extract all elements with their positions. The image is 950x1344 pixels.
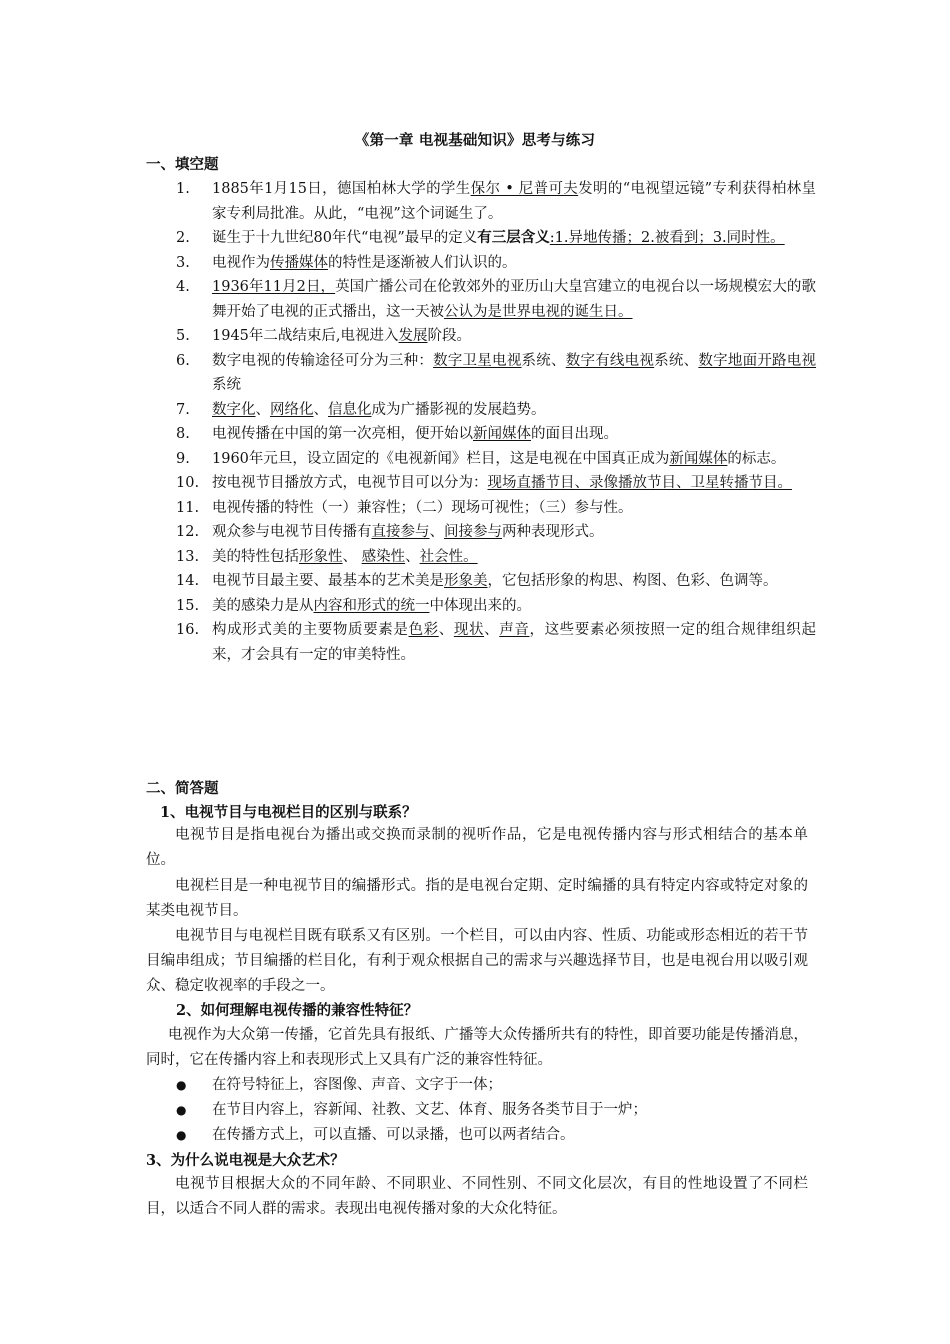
text-run: ，它包括形象的构思、构图、色彩、色调等。	[487, 573, 778, 589]
text-run: 诞生于十九世纪80年代“电视”最早的定义	[212, 230, 478, 246]
fill-in-item	[176, 594, 816, 619]
item-text	[212, 251, 816, 276]
text-run: 数字电视的传输途径可分为三种：	[212, 352, 434, 369]
text-run: 、	[429, 524, 444, 540]
text-run: 、	[405, 548, 420, 565]
answer-blank: 网络化	[270, 401, 314, 418]
answer-blank: 色彩	[408, 622, 439, 638]
text-run: 发明的“电视望远镜”专利获得柏林皇家专利局批准。从此，“电视”这个词诞生了。	[212, 181, 817, 222]
answer-blank: 间接参与	[444, 524, 502, 540]
text-run: 、	[484, 622, 500, 638]
text-run: 两种表现形式。	[502, 524, 604, 540]
answer-blank: 感染性	[361, 548, 406, 565]
text-run: 系统	[212, 377, 241, 393]
item-number: 5.	[176, 328, 190, 344]
fill-in-list	[176, 177, 816, 667]
section-heading-fill-in: 一、填空题	[146, 156, 219, 173]
text-run: 、	[255, 401, 270, 418]
answer-blank: 社会性。	[419, 548, 478, 565]
text-run: 电视作为	[212, 254, 270, 271]
item-text	[212, 496, 816, 521]
answer-blank: 直接参与	[371, 524, 430, 540]
item-number: 14.	[176, 573, 200, 589]
item-text	[212, 520, 816, 545]
fill-in-item	[176, 447, 816, 472]
text-run: ，这些要素必须按照一定的组合规律组织起来，才会具有一定的审美特性。	[212, 622, 817, 663]
fill-in-item	[176, 545, 816, 570]
text-run: 美的感染力是从	[212, 597, 314, 614]
item-number: 3.	[176, 254, 190, 271]
item-number: 13.	[176, 548, 200, 565]
text-run: 成为广播影视的发展趋势。	[371, 401, 546, 418]
answer-blank: 形象美	[444, 573, 488, 589]
answer-blank: 发展	[398, 328, 428, 344]
fill-in-item	[176, 349, 816, 398]
list-item	[176, 1098, 816, 1123]
text-run: 的标志。	[727, 450, 786, 467]
text-run: 电视传播的特性（一）兼容性；（二）现场可视性；（三）参与性。	[212, 499, 633, 516]
text-run: 阶段。	[427, 328, 472, 344]
answer-blank: 声音	[499, 622, 530, 638]
text-run: 英国广播公司在伦敦郊外的亚历山大皇宫建立的电视台以一场规模宏大的歌舞开始了电视的正式播出，这一天被	[212, 279, 817, 320]
fill-in-item	[176, 618, 816, 667]
text-run: 美的特性包括	[212, 548, 299, 565]
item-number: 15.	[176, 597, 200, 614]
answer-blank: 现场直播节目、录像播放节目、卫星转播节目。	[487, 475, 792, 491]
text-run: 系统、	[654, 352, 699, 369]
answer-blank: 数字有线电视	[565, 352, 655, 369]
bullet-icon: ●	[176, 1128, 187, 1142]
answer-blank: 数字化	[212, 401, 256, 418]
bullet-text: 在传播方式上，可以直播、可以录播，也可以两者结合。	[212, 1127, 575, 1143]
page-title: 《第一章 电视基础知识》思考与练习	[354, 132, 596, 149]
q2-bullet-list	[176, 1073, 816, 1148]
answer-blank: 新闻媒体	[669, 450, 728, 467]
item-text	[212, 398, 816, 423]
bullet-icon: ●	[176, 1078, 187, 1092]
answer-blank: 数字卫星电视	[433, 352, 522, 369]
item-text	[212, 471, 816, 496]
answer-blank: 形象性	[299, 548, 343, 565]
answer-blank: 内容和形式的统一	[313, 597, 430, 614]
item-number: 2.	[176, 230, 190, 246]
q3-paragraph: 电视节目根据大众的不同年龄、不同职业、不同性别、不同文化层次，有目的性地设置了不同栏目，以适合不同人群的需求。表现出电视传播对象的大众化特征。	[146, 1176, 808, 1217]
answer-blank: 现状	[453, 622, 485, 638]
item-text	[212, 594, 816, 619]
fill-in-item	[176, 251, 816, 276]
answer-blank: 信息化	[328, 401, 372, 418]
answer-blank: 数字地面开路电视	[698, 352, 817, 369]
item-text	[212, 447, 816, 472]
fill-in-item	[176, 177, 816, 226]
fill-in-item	[176, 324, 816, 349]
item-number: 6.	[176, 352, 190, 369]
answer-blank: 传播媒体	[270, 254, 328, 271]
fill-in-item	[176, 422, 816, 447]
item-number: 8.	[176, 426, 190, 442]
q1-paragraph-1: 电视节目是指电视台为播出或交换而录制的视听作品，它是电视传播内容与形式相结合的基本单位。	[146, 827, 808, 868]
fill-in-item	[176, 398, 816, 423]
fill-in-item	[176, 275, 816, 324]
text-run: 、	[342, 548, 362, 565]
text-run: 1885年1月15日，德国柏林大学的学生	[212, 181, 471, 197]
text-run: 观众参与电视节目传播有	[212, 524, 372, 540]
item-number: 16.	[176, 622, 200, 638]
item-text	[212, 226, 816, 251]
question-1-title: 1、电视节目与电视栏目的区别与联系？	[160, 804, 417, 821]
item-text	[212, 545, 816, 570]
text-run: 的特性是逐渐被人们认识的。	[328, 254, 517, 271]
item-number: 9.	[176, 450, 190, 467]
list-item	[176, 1073, 816, 1098]
answer-blank: :1.异地传播；2.被看到；3.同时性。	[549, 230, 785, 246]
bold-text: 有三层含义	[477, 229, 550, 246]
item-number: 4.	[176, 279, 190, 295]
bullet-text: 在节目内容上，容新闻、社教、文艺、体育、服务各类节目于一炉；	[212, 1102, 647, 1118]
bullet-text: 在符号特征上，容图像、声音、文字于一体；	[212, 1077, 502, 1093]
item-text	[212, 324, 816, 349]
q1-paragraph-3: 电视节目与电视栏目既有联系又有区别。一个栏目，可以由内容、性质、功能或形态相近的若干节目编串组成；节目编播的栏目化，有利于观众根据自己的需求与兴趣选择节目，也是电视台用以吸引观众、稳定收视率的手段之一。	[146, 928, 808, 994]
fill-in-item	[176, 226, 816, 251]
answer-blank: 新闻媒体	[473, 426, 531, 442]
text-run: 、	[313, 401, 328, 418]
text-run: 电视传播在中国的第一次亮相，便开始以	[212, 426, 473, 442]
question-3-title: 3、为什么说电视是大众艺术？	[146, 1152, 345, 1169]
question-2-title: 2、如何理解电视传播的兼容性特征？	[176, 1002, 419, 1019]
item-text	[212, 177, 816, 226]
text-run: 构成形式美的主要物质要素是	[212, 622, 409, 638]
answer-blank: 保尔 • 尼普可夫	[470, 181, 579, 197]
fill-in-item	[176, 471, 816, 496]
item-number: 7.	[176, 401, 190, 418]
text-run: 、	[438, 622, 454, 638]
item-text	[212, 422, 816, 447]
item-text	[212, 349, 816, 398]
section-heading-short-answer: 二、简答题	[146, 780, 219, 797]
item-number: 10.	[176, 475, 200, 491]
item-number: 1.	[176, 181, 190, 197]
q1-paragraph-2: 电视栏目是一种电视节目的编播形式。指的是电视台定期、定时编播的具有特定内容或特定对象的某类电视节目。	[146, 878, 808, 919]
item-number: 11.	[176, 499, 200, 516]
text-run: 电视节目最主要、最基本的艺术美是	[212, 573, 444, 589]
fill-in-item	[176, 520, 816, 545]
item-text	[212, 618, 816, 667]
text-run: 系统、	[521, 352, 566, 369]
text-run: 的面目出现。	[531, 426, 618, 442]
q2-paragraph: 电视作为大众第一传播，它首先具有报纸、广播等大众传播所共有的特性，即首要功能是传播消息，同时，它在传播内容上和表现形式上又具有广泛的兼容性特征。	[146, 1027, 808, 1068]
answer-blank: 公认为是世界电视的诞生日。	[444, 303, 633, 320]
text-run: 按电视节目播放方式，电视节目可以分为：	[212, 475, 488, 491]
item-text	[212, 569, 816, 594]
text-run: 中体现出来的。	[429, 597, 531, 614]
text-run: 1960年元旦，设立固定的《电视新闻》栏目，这是电视在中国真正成为	[212, 450, 670, 467]
answer-blank: 1936年11月2日，	[212, 279, 336, 295]
bullet-icon: ●	[176, 1103, 187, 1117]
text-run: 1945年二战结束后,电视进入	[212, 328, 399, 344]
item-number: 12.	[176, 524, 200, 540]
item-text	[212, 275, 816, 324]
fill-in-item	[176, 569, 816, 594]
fill-in-item	[176, 496, 816, 521]
list-item	[176, 1123, 816, 1148]
